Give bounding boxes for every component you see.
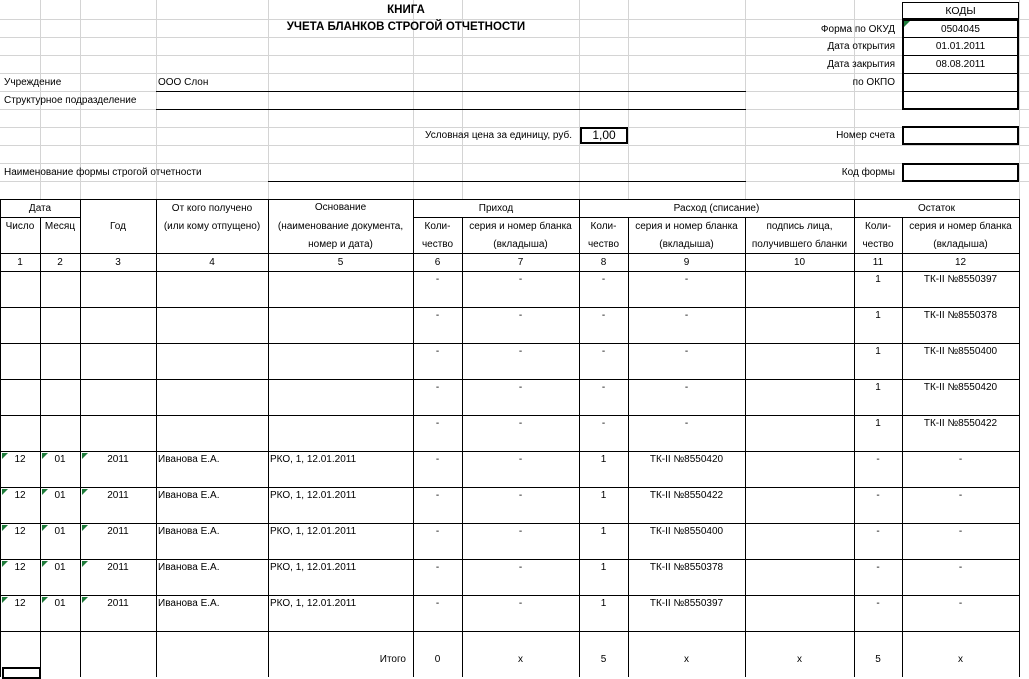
table-cell[interactable]: 12	[14, 454, 26, 465]
form-code-label: Код формы	[841, 167, 895, 178]
cell-indicator-icon	[2, 561, 8, 567]
table-cell[interactable]: РКО, 1, 12.01.2011	[270, 598, 357, 609]
account-label: Номер счета	[836, 130, 895, 141]
column-number: 4	[209, 257, 215, 268]
table-cell[interactable]: -	[684, 382, 689, 393]
table-cell[interactable]: -	[684, 274, 689, 285]
column-number: 10	[793, 257, 806, 268]
gridline-h	[0, 37, 1029, 38]
unit-price-label: Условная цена за единицу, руб.	[425, 130, 572, 141]
table-cell[interactable]: Иванова Е.А.	[158, 598, 220, 609]
total-cell[interactable]: x	[518, 654, 523, 665]
table-cell[interactable]: ТК-II №8550420	[923, 382, 998, 393]
okud-label: Форма по ОКУД	[820, 24, 895, 35]
table-cell[interactable]: ТК-II №8550397	[923, 274, 998, 285]
table-line	[0, 559, 1019, 560]
total-cell[interactable]: x	[797, 654, 802, 665]
open-date-label: Дата открытия	[827, 41, 895, 52]
table-line	[745, 217, 746, 677]
table-cell[interactable]: 1	[600, 598, 607, 609]
table-cell[interactable]: -	[601, 418, 606, 429]
account-field[interactable]	[902, 126, 1019, 145]
cell-indicator-icon	[2, 525, 8, 531]
table-cell[interactable]: 12	[14, 598, 26, 609]
table-cell[interactable]: -	[435, 454, 440, 465]
gridline-v	[628, 0, 629, 199]
table-cell[interactable]: РКО, 1, 12.01.2011	[270, 526, 357, 537]
table-cell[interactable]: 1	[600, 526, 607, 537]
gridline-h	[0, 19, 1029, 20]
gridline-h	[0, 163, 1029, 164]
table-cell[interactable]: 1	[600, 490, 607, 501]
header-year: Год	[110, 221, 126, 232]
table-cell[interactable]: 12	[14, 562, 26, 573]
table-cell[interactable]: -	[958, 454, 963, 465]
header-sign-2: получившего бланки	[751, 239, 848, 250]
table-cell[interactable]: -	[518, 598, 523, 609]
table-cell[interactable]: -	[684, 346, 689, 357]
table-cell[interactable]: ТК-II №8550378	[923, 310, 998, 321]
table-cell[interactable]: 1	[875, 310, 881, 321]
table-cell[interactable]: -	[518, 310, 523, 321]
table-cell[interactable]: 01	[54, 598, 66, 609]
header-sign-1: подпись лица,	[766, 221, 833, 232]
table-cell[interactable]: -	[601, 346, 606, 357]
column-number: 12	[954, 257, 967, 268]
header-bal-qty-1: Коли-	[865, 221, 891, 232]
header-ex-series-2: (вкладыша)	[659, 239, 714, 250]
table-cell[interactable]: 1	[600, 562, 607, 573]
table-cell[interactable]: -	[958, 598, 963, 609]
okud-value[interactable]: 0504045	[941, 24, 980, 35]
header-bal-series-2: (вкладыша)	[933, 239, 988, 250]
okpo-label: по ОКПО	[852, 77, 895, 88]
table-line	[0, 523, 1019, 524]
table-line	[1019, 199, 1020, 677]
table-cell[interactable]: 2011	[107, 454, 129, 465]
table-line	[0, 253, 1019, 254]
header-ex-qty-2: чество	[587, 239, 620, 250]
table-border	[0, 199, 1019, 200]
table-cell[interactable]: -	[876, 562, 880, 573]
total-cell[interactable]: 5	[875, 654, 881, 665]
table-cell[interactable]: -	[876, 526, 880, 537]
table-cell[interactable]: -	[435, 526, 440, 537]
table-cell[interactable]: 2011	[107, 526, 129, 537]
open-date-value[interactable]: 01.01.2011	[935, 41, 986, 52]
table-cell[interactable]: ТК-II №8550422	[649, 490, 724, 501]
header-ex-qty-1: Коли-	[590, 221, 617, 232]
book-subtitle: УЧЕТА БЛАНКОВ СТРОГОЙ ОТЧЕТНОСТИ	[286, 21, 526, 33]
column-number: 7	[517, 257, 524, 268]
table-cell[interactable]: -	[958, 490, 963, 501]
header-bal-qty-2: чество	[862, 239, 894, 250]
table-cell[interactable]: 12	[14, 490, 26, 501]
close-date-label: Дата закрытия	[827, 59, 895, 70]
table-cell[interactable]: -	[435, 490, 440, 501]
table-cell[interactable]: ТК-II №8550420	[649, 454, 724, 465]
header-expense: Расход (списание)	[673, 203, 760, 214]
cell-indicator-icon	[82, 597, 88, 603]
column-number: 3	[115, 257, 121, 268]
column-number: 1	[17, 257, 23, 268]
table-cell[interactable]: 2011	[107, 490, 129, 501]
cell-indicator-icon	[42, 597, 48, 603]
gridline-h	[0, 55, 1029, 56]
column-number: 9	[683, 257, 690, 268]
column-number: 11	[872, 257, 884, 268]
table-cell[interactable]: 1	[875, 274, 881, 285]
cell-indicator-icon	[2, 489, 8, 495]
table-cell[interactable]: РКО, 1, 12.01.2011	[270, 562, 357, 573]
header-income: Приход	[478, 203, 514, 214]
table-cell[interactable]: -	[518, 526, 523, 537]
table-cell[interactable]: -	[518, 490, 523, 501]
gridline-h	[0, 145, 1029, 146]
gridline-h	[0, 127, 1029, 128]
table-cell[interactable]: -	[958, 526, 963, 537]
table-cell[interactable]: 2011	[107, 562, 129, 573]
table-cell[interactable]: 2011	[107, 598, 129, 609]
cell-indicator-icon	[904, 21, 910, 27]
table-line	[0, 307, 1019, 308]
table-cell[interactable]: Иванова Е.А.	[158, 526, 220, 537]
table-cell[interactable]: 12	[14, 526, 26, 537]
table-cell[interactable]: ТК-II №8550422	[923, 418, 998, 429]
table-cell[interactable]: -	[435, 598, 440, 609]
header-from: От кого получено	[171, 203, 253, 214]
cell-indicator-icon	[82, 453, 88, 459]
cell-indicator-icon	[42, 525, 48, 531]
table-cell[interactable]: РКО, 1, 12.01.2011	[270, 454, 357, 465]
table-cell[interactable]: -	[435, 346, 440, 357]
table-cell[interactable]: -	[435, 382, 440, 393]
table-cell[interactable]: -	[958, 562, 963, 573]
header-bal-series-1: серия и номер бланка	[909, 221, 1012, 232]
table-cell[interactable]: 01	[54, 490, 66, 501]
total-cell[interactable]: x	[958, 654, 963, 665]
table-cell[interactable]: -	[518, 454, 523, 465]
cell-indicator-icon	[82, 561, 88, 567]
total-cell[interactable]: 5	[600, 654, 607, 665]
column-number: 8	[600, 257, 607, 268]
table-cell[interactable]: РКО, 1, 12.01.2011	[270, 490, 357, 501]
close-date-value[interactable]: 08.08.2011	[935, 59, 986, 70]
table-cell[interactable]: ТК-II №8550400	[923, 346, 998, 357]
table-cell[interactable]: ТК-II №8550397	[649, 598, 724, 609]
table-cell[interactable]: -	[601, 382, 606, 393]
header-in-series-1: серия и номер бланка	[469, 221, 572, 232]
codes-label: КОДЫ	[945, 5, 976, 17]
table-cell[interactable]: 1	[875, 346, 881, 357]
table-cell[interactable]: -	[435, 562, 440, 573]
gridline-v	[579, 0, 580, 199]
table-cell[interactable]: -	[684, 310, 689, 321]
table-cell[interactable]: 01	[54, 454, 66, 465]
table-line	[413, 217, 1019, 218]
division-label: Структурное подразделение	[4, 95, 137, 106]
header-basis: Основание	[314, 202, 367, 213]
table-cell[interactable]: Иванова Е.А.	[158, 454, 220, 465]
table-cell[interactable]: -	[435, 274, 440, 285]
table-cell[interactable]: ТК-II №8550378	[649, 562, 724, 573]
header-day: Число	[5, 221, 35, 232]
form-code-field[interactable]	[902, 163, 1019, 182]
table-cell[interactable]: -	[601, 274, 606, 285]
table-cell[interactable]: Иванова Е.А.	[158, 562, 220, 573]
table-cell[interactable]: -	[601, 310, 606, 321]
book-title: КНИГА	[387, 4, 425, 16]
header-in-qty-1: Коли-	[424, 221, 451, 232]
cell-indicator-icon	[82, 525, 88, 531]
table-cell[interactable]: -	[876, 598, 880, 609]
table-cell[interactable]: Иванова Е.А.	[158, 490, 220, 501]
total-cell[interactable]: x	[684, 654, 689, 665]
table-line	[0, 343, 1019, 344]
form-name-label: Наименование формы строгой отчетности	[4, 167, 202, 178]
header-ex-series-1: серия и номер бланка	[635, 221, 738, 232]
table-cell[interactable]: -	[435, 418, 440, 429]
header-month: Месяц	[44, 221, 76, 232]
table-line	[0, 379, 1019, 380]
table-cell[interactable]: 01	[54, 526, 66, 537]
table-cell[interactable]: -	[684, 418, 689, 429]
table-line	[0, 631, 1019, 632]
cell-indicator-icon	[42, 489, 48, 495]
header-basis-3: номер и дата)	[308, 239, 373, 250]
unit-price-value: 1,00	[592, 128, 616, 142]
total-cell[interactable]: 0	[434, 654, 441, 665]
table-cell[interactable]: -	[876, 454, 880, 465]
table-line	[0, 415, 1019, 416]
table-cell[interactable]: ТК-II №8550400	[649, 526, 724, 537]
table-line	[0, 595, 1019, 596]
cell-indicator-icon	[42, 453, 48, 459]
table-line	[0, 271, 1019, 272]
table-line	[0, 451, 1019, 452]
table-cell[interactable]: -	[518, 418, 523, 429]
total-label: Итого	[379, 654, 406, 665]
header-date: Дата	[28, 203, 52, 214]
column-number: 6	[434, 257, 441, 268]
header-basis-2: (наименование документа,	[277, 221, 404, 232]
cell-indicator-icon	[2, 597, 8, 603]
header-in-qty-2: чество	[421, 239, 454, 250]
table-cell[interactable]: 1	[875, 382, 881, 393]
table-cell[interactable]: -	[518, 382, 523, 393]
table-line	[0, 487, 1019, 488]
cell-indicator-icon	[2, 453, 8, 459]
header-in-series-2: (вкладыша)	[493, 239, 548, 250]
gridline-h	[0, 73, 1029, 74]
table-cell[interactable]: 1	[600, 454, 607, 465]
table-cell[interactable]: -	[518, 562, 523, 573]
institution-value[interactable]: ООО Слон	[158, 77, 209, 88]
institution-label: Учреждение	[4, 77, 62, 88]
header-from-2: (или кому отпущено)	[163, 221, 261, 232]
column-number: 5	[337, 257, 344, 268]
table-cell[interactable]: -	[518, 274, 523, 285]
header-balance: Остаток	[918, 203, 955, 214]
table-cell[interactable]: -	[876, 490, 880, 501]
table-cell[interactable]: -	[518, 346, 523, 357]
table-cell[interactable]: 1	[875, 418, 881, 429]
table-cell[interactable]: -	[435, 310, 440, 321]
column-number: 2	[57, 257, 63, 268]
cell-indicator-icon	[42, 561, 48, 567]
table-cell[interactable]: 01	[54, 562, 66, 573]
cell-indicator-icon	[82, 489, 88, 495]
selected-cell[interactable]	[2, 667, 41, 679]
